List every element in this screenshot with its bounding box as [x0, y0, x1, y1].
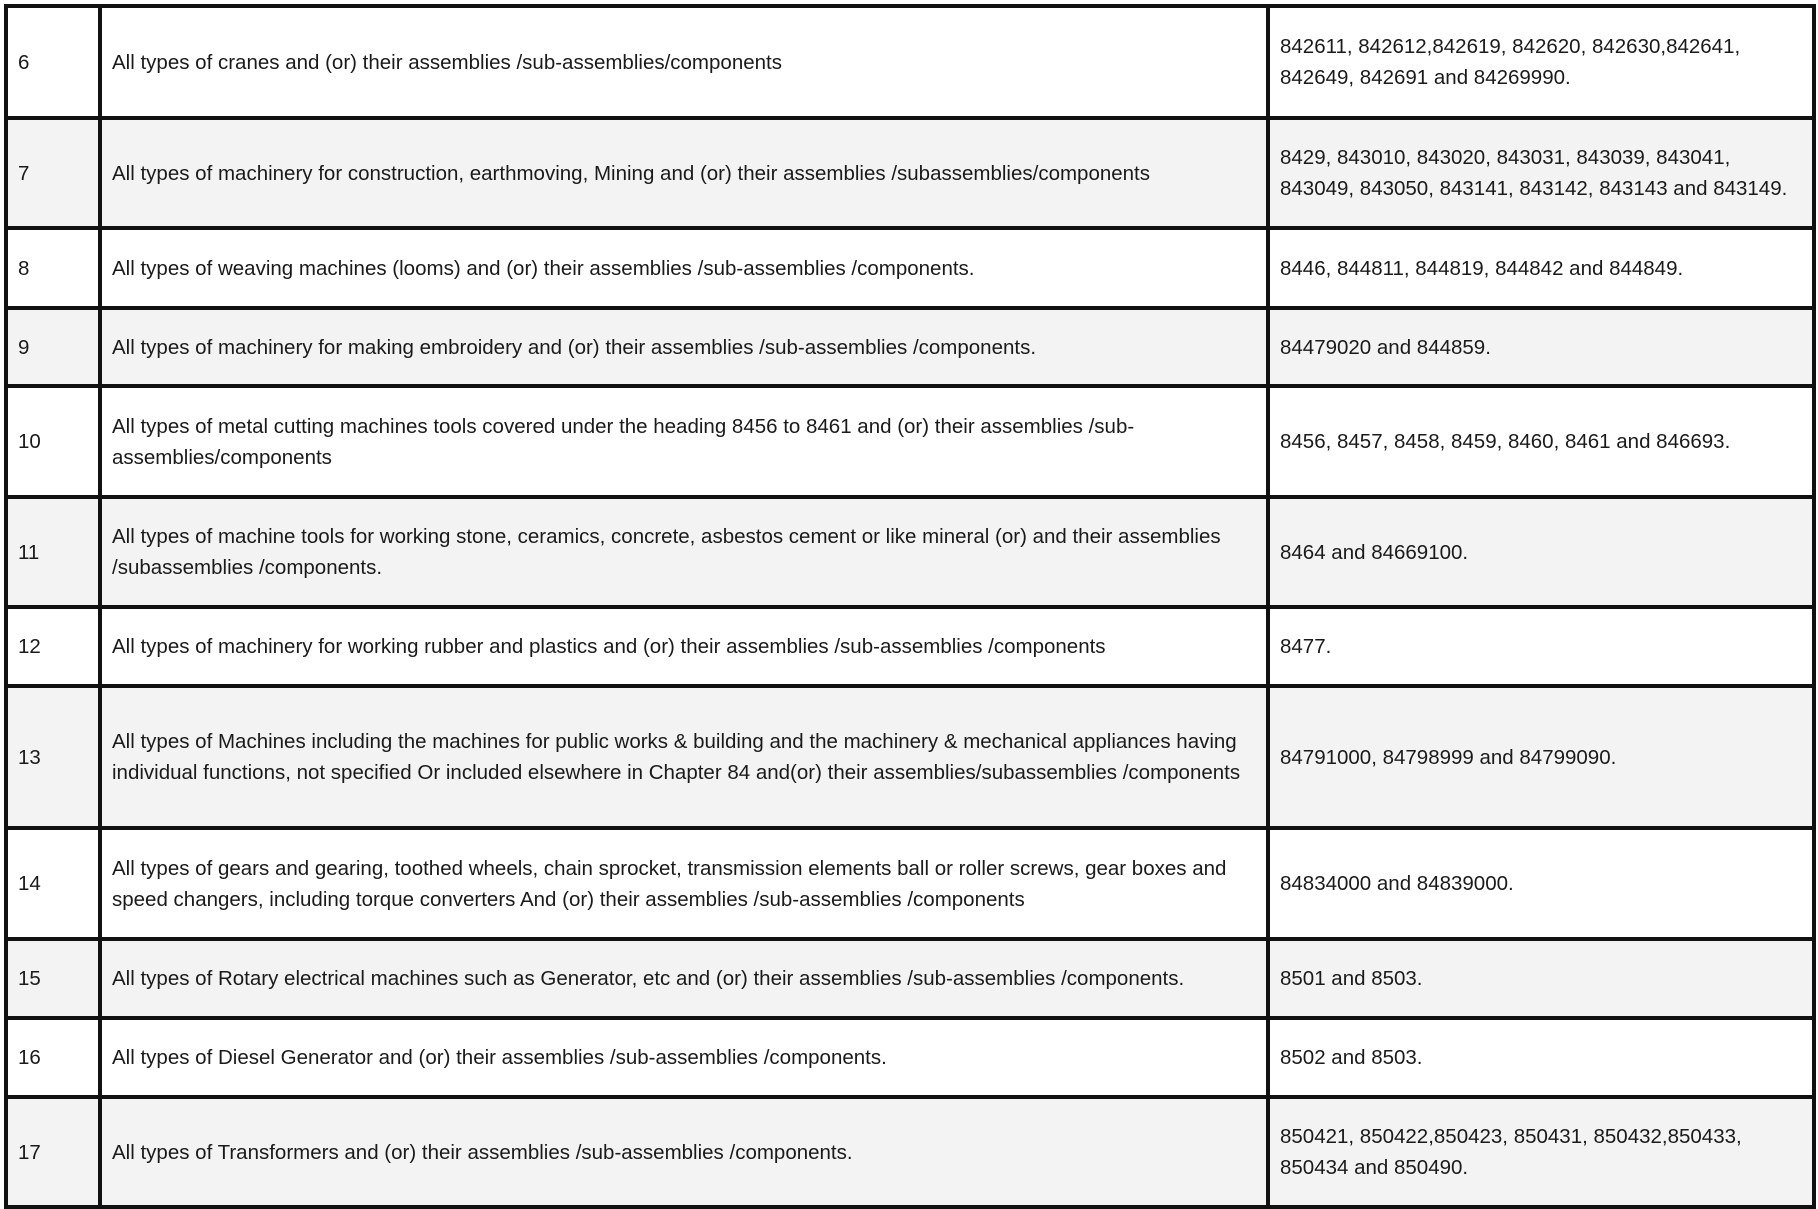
table-row: [6, 386, 1814, 497]
hs-codes: 8464 and 84669100.: [1268, 497, 1814, 607]
serial-number: 17: [6, 1097, 100, 1207]
table-row: [6, 1097, 1814, 1207]
table-row: [6, 6, 1814, 118]
hs-codes: 8501 and 8503.: [1268, 939, 1814, 1018]
item-description: All types of metal cutting machines tools covered under the heading 8456 to 8461 and (or) their assemblies /sub-assemblies/components: [100, 386, 1268, 497]
hs-codes: 8477.: [1268, 607, 1814, 686]
item-description: All types of Machines including the machines for public works & building and the machinery & mechanical appliances having individual functions, not specified Or included elsewhere in Chapter 84 and(or) their assemblies/subassemblies /components: [100, 686, 1268, 828]
serial-number: 9: [6, 308, 100, 386]
item-description: All types of Diesel Generator and (or) their assemblies /sub-assemblies /components.: [100, 1018, 1268, 1097]
table-row: [6, 828, 1814, 939]
table-row: [6, 118, 1814, 228]
serial-number: 10: [6, 386, 100, 497]
serial-number: 12: [6, 607, 100, 686]
serial-number: 16: [6, 1018, 100, 1097]
item-description: All types of machinery for construction, earthmoving, Mining and (or) their assemblies /subassemblies/components: [100, 118, 1268, 228]
serial-number: 11: [6, 497, 100, 607]
table-row: [6, 308, 1814, 386]
item-description: All types of weaving machines (looms) and (or) their assemblies /sub-assemblies /components.: [100, 228, 1268, 308]
hs-codes: 8502 and 8503.: [1268, 1018, 1814, 1097]
hs-codes: 8456, 8457, 8458, 8459, 8460, 8461 and 846693.: [1268, 386, 1814, 497]
serial-number: 6: [6, 6, 100, 118]
table-row: [6, 607, 1814, 686]
item-description: All types of Rotary electrical machines such as Generator, etc and (or) their assemblies /sub-assemblies /components.: [100, 939, 1268, 1018]
item-description: All types of machinery for working rubber and plastics and (or) their assemblies /sub-assemblies /components: [100, 607, 1268, 686]
table-row: [6, 939, 1814, 1018]
item-description: All types of machinery for making embroidery and (or) their assemblies /sub-assemblies /components.: [100, 308, 1268, 386]
item-description: All types of Transformers and (or) their assemblies /sub-assemblies /components.: [100, 1097, 1268, 1207]
hs-codes: 84479020 and 844859.: [1268, 308, 1814, 386]
serial-number: 8: [6, 228, 100, 308]
hs-codes: 84791000, 84798999 and 84799090.: [1268, 686, 1814, 828]
hs-codes: 850421, 850422,850423, 850431, 850432,850433, 850434 and 850490.: [1268, 1097, 1814, 1207]
item-description: All types of machine tools for working stone, ceramics, concrete, asbestos cement or like mineral (or) and their assemblies /subassemblies /components.: [100, 497, 1268, 607]
table-row: [6, 497, 1814, 607]
hs-codes: 842611, 842612,842619, 842620, 842630,842641, 842649, 842691 and 84269990.: [1268, 6, 1814, 118]
serial-number: 13: [6, 686, 100, 828]
item-description: All types of gears and gearing, toothed wheels, chain sprocket, transmission elements ball or roller screws, gear boxes and speed changers, including torque converters And (or) their assemblies /sub-assemblies /components: [100, 828, 1268, 939]
table-row: [6, 1018, 1814, 1097]
items-table-body: [6, 6, 1814, 1207]
item-description: All types of cranes and (or) their assemblies /sub-assemblies/components: [100, 6, 1268, 118]
table-row: [6, 686, 1814, 828]
hs-codes: 8429, 843010, 843020, 843031, 843039, 843041, 843049, 843050, 843141, 843142, 843143 and 843149.: [1268, 118, 1814, 228]
serial-number: 7: [6, 118, 100, 228]
serial-number: 14: [6, 828, 100, 939]
serial-number: 15: [6, 939, 100, 1018]
table-row: [6, 228, 1814, 308]
hs-codes: 84834000 and 84839000.: [1268, 828, 1814, 939]
items-table: [4, 4, 1816, 1209]
hs-codes: 8446, 844811, 844819, 844842 and 844849.: [1268, 228, 1814, 308]
